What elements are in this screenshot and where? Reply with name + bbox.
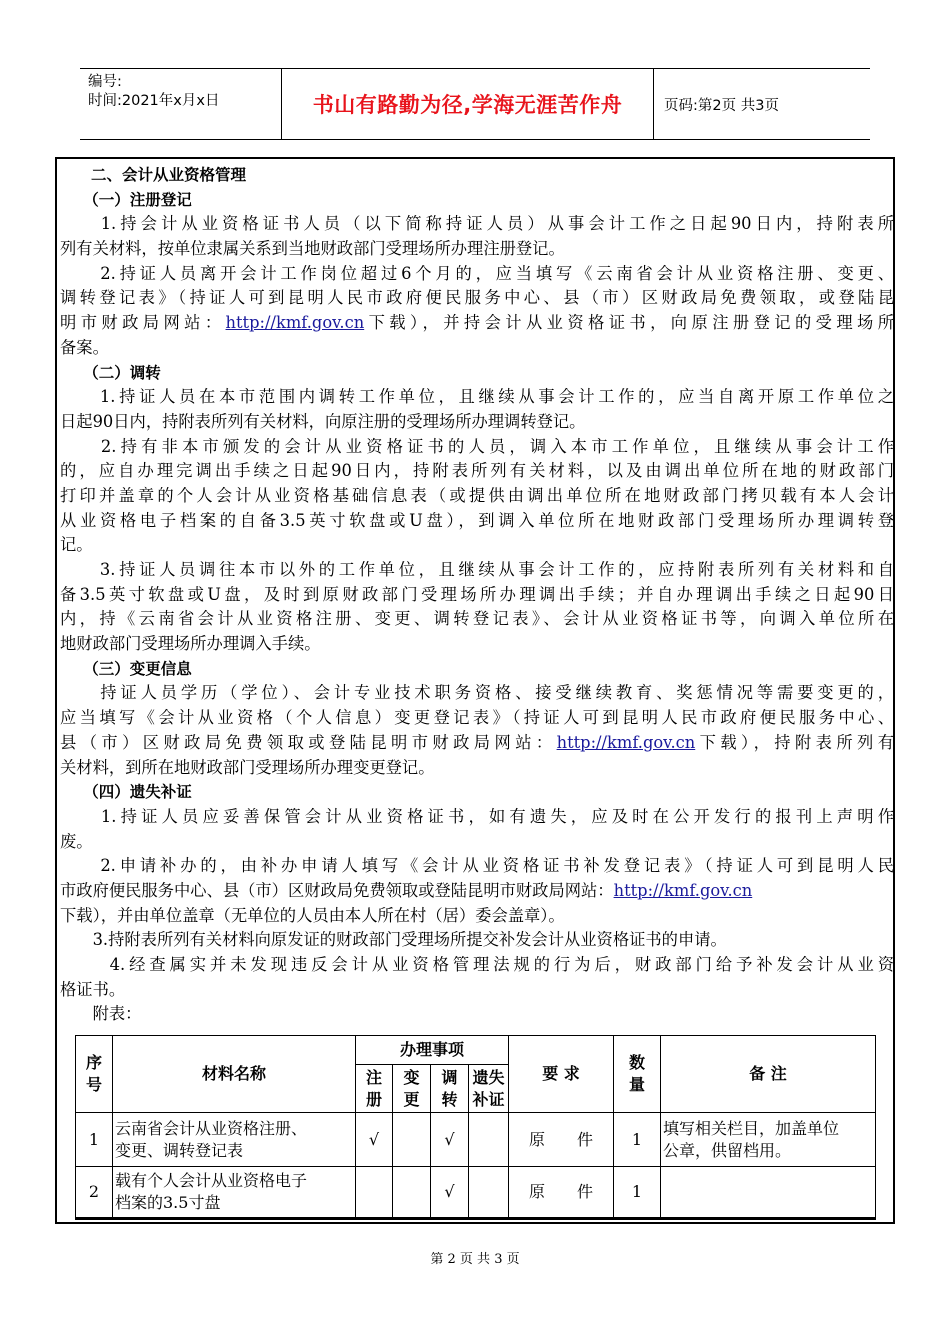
- document-body: [57, 163, 894, 1027]
- paragraph-line: 明市财政局网站：http://kmf.gov.cn下载），并持会计从业资格证书，向原注册登记的受理场所: [60, 313, 894, 333]
- document-date-label: 时间:2021年x月x日: [88, 93, 220, 109]
- header-meta: [80, 69, 282, 139]
- table-header-row: [76, 1036, 876, 1065]
- col-header-note: 备 注: [661, 1036, 876, 1113]
- col-header-change: 变 更: [393, 1065, 431, 1113]
- table-row: [76, 1167, 876, 1219]
- cell-material-name: 载有个人会计从业资格电子 档案的3.5寸盘: [113, 1167, 356, 1219]
- paragraph-line: 备案。: [60, 337, 109, 357]
- paragraph-line: 附表：: [60, 1004, 142, 1024]
- paragraph-line: 2.持有非本市颁发的会计从业资格证书的人员，调入本市工作单位，且继续从事会计工作: [60, 436, 894, 456]
- cell-mark-transfer: √: [431, 1113, 469, 1167]
- paragraph-line: 2.申请补办的，由补办申请人填写《会计从业资格证书补发登记表》（持证人可到昆明人民: [60, 856, 894, 876]
- section-heading: （一）注册登记: [60, 190, 192, 209]
- col-header-seq: 序 号: [76, 1036, 113, 1113]
- paragraph-line: 应当填写《会计从业资格（个人信息）变更登记表》（持证人可到昆明人民市政府便民服务中心、: [60, 708, 894, 728]
- paragraph-line: 4.经查属实并未发现违反会计从业资格管理法规的行为后，财政部门给予补发会计从业资: [60, 955, 894, 974]
- page-header: [80, 68, 870, 140]
- cell-mark-reissue: [469, 1167, 509, 1219]
- col-header-group: 办理事项: [356, 1036, 509, 1065]
- cell-quantity: 1: [614, 1113, 661, 1167]
- paragraph-line: 列有关材料，按单位隶属关系到当地财政部门受理场所办理注册登记。: [60, 239, 565, 259]
- cell-requirement: 原 件: [509, 1113, 614, 1167]
- header-motto-cell: [282, 69, 654, 139]
- website-link[interactable]: http://kmf.gov.cn: [613, 880, 753, 900]
- col-header-requirement: 要 求: [509, 1036, 614, 1113]
- paragraph-line: 持证人员学历（学位）、会计专业技术职务资格、接受继续教育、奖惩情况等需要变更的，: [60, 683, 894, 703]
- paragraph-line: 调转登记表》（持证人可到昆明人民市政府便民服务中心、县（市）区财政局免费领取，或登陆昆: [60, 288, 894, 308]
- cell-mark-transfer: √: [431, 1167, 469, 1219]
- header-page-info: 页码:第2页 共3页: [664, 97, 779, 114]
- paragraph-line: 1.持会计从业资格证书人员（以下简称持证人员）从事会计工作之日起90日内，持附表所: [60, 214, 894, 234]
- section-heading: （三）变更信息: [60, 659, 192, 678]
- section-heading: （四）遗失补证: [60, 783, 192, 802]
- document-number-label: 编号:: [88, 74, 122, 90]
- col-header-register: 注 册: [356, 1065, 393, 1113]
- paragraph-line: 备3.5英寸软盘或U盘，及时到原财政部门受理场所办理调出手续；并自办理调出手续之日起90日: [60, 584, 894, 604]
- paragraph-line: 废。: [60, 831, 93, 851]
- paragraph-line: 记。: [60, 535, 93, 555]
- paragraph-line: 内，持《云南省会计从业资格注册、变更、调转登记表》、会计从业资格证书等，向调入单位所在: [60, 609, 894, 629]
- cell-mark-register: √: [356, 1113, 393, 1167]
- website-link[interactable]: http://kmf.gov.cn: [225, 313, 365, 333]
- cell-seq: 1: [76, 1113, 113, 1167]
- paragraph-line: 市政府便民服务中心、县（市）区财政局免费领取或登陆昆明市财政局网站：http://kmf.gov.cn: [60, 880, 753, 900]
- website-link[interactable]: http://kmf.gov.cn: [556, 732, 696, 752]
- cell-seq: 2: [76, 1167, 113, 1219]
- paragraph-line: 3.持附表所列有关材料向原发证的财政部门受理场所提交补发会计从业资格证书的申请。: [60, 930, 727, 950]
- paragraph-line: 1.持证人员应妥善保管会计从业资格证书，如有遗失，应及时在公开发行的报刊上声明作: [60, 806, 894, 826]
- paragraph-line: 的，应自办理完调出手续之日起90日内，持附表所列有关材料，以及由调出单位所在地的财政部门: [60, 461, 894, 481]
- paragraph-line: 关材料，到所在地财政部门受理场所办理变更登记。: [60, 757, 435, 777]
- cell-requirement: 原 件: [509, 1167, 614, 1219]
- paragraph-line: 日起90日内，持附表所列有关材料，向原注册的受理场所办理调转登记。: [60, 411, 586, 431]
- cell-mark-change: [393, 1113, 431, 1167]
- attachment-table: [75, 1035, 876, 1220]
- table-row: [76, 1113, 876, 1167]
- paragraph-line: 2.持证人员离开会计工作岗位超过6个月的，应当填写《云南省会计从业资格注册、变更、: [60, 263, 894, 283]
- cell-mark-register: [356, 1167, 393, 1219]
- paragraph-line: 格证书。: [60, 979, 126, 999]
- col-header-transfer: 调 转: [431, 1065, 469, 1113]
- paragraph-line: 打印并盖章的个人会计从业资格基础信息表（或提供由调出单位所在地财政部门拷贝载有本人会计: [60, 485, 894, 505]
- cell-mark-reissue: [469, 1113, 509, 1167]
- cell-quantity: 1: [614, 1167, 661, 1219]
- section-heading: （二）调转: [60, 363, 161, 382]
- paragraph-line: 1.持证人员在本市范围内调转工作单位，且继续从事会计工作的，应当自离开原工作单位之: [60, 387, 894, 407]
- paragraph-line: 地财政部门受理场所办理调入手续。: [60, 634, 321, 654]
- paragraph-line: 3.持证人员调往本市以外的工作单位，且继续从事会计工作的，应持附表所列有关材料和自: [60, 560, 894, 579]
- paragraph-line: 从业资格电子档案的自备3.5英寸软盘或U盘），到调入单位所在地财政部门受理场所办理调转登: [60, 510, 894, 530]
- cell-material-name: 云南省会计从业资格注册、 变更、调转登记表: [113, 1113, 356, 1167]
- col-header-name: 材料名称: [113, 1036, 356, 1113]
- page-footer: 第 2 页 共 3 页: [430, 1252, 520, 1267]
- paragraph-line: 下载），并由单位盖章（无单位的人员由本人所在村（居）委会盖章）。: [60, 905, 565, 925]
- header-motto: 书山有路勤为径,学海无涯苦作舟: [312, 93, 623, 117]
- cell-note: [661, 1167, 876, 1219]
- cell-mark-change: [393, 1167, 431, 1219]
- section-heading: 二、会计从业资格管理: [60, 166, 247, 184]
- cell-note: 填写相关栏目，加盖单位 公章，供留档用。: [661, 1113, 876, 1167]
- paragraph-line: 县（市）区财政局免费领取或登陆昆明市财政局网站：http://kmf.gov.cn下载），持附表所列有: [60, 732, 894, 752]
- col-header-reissue: 遗失 补证: [469, 1065, 509, 1113]
- col-header-quantity: 数 量: [614, 1036, 661, 1113]
